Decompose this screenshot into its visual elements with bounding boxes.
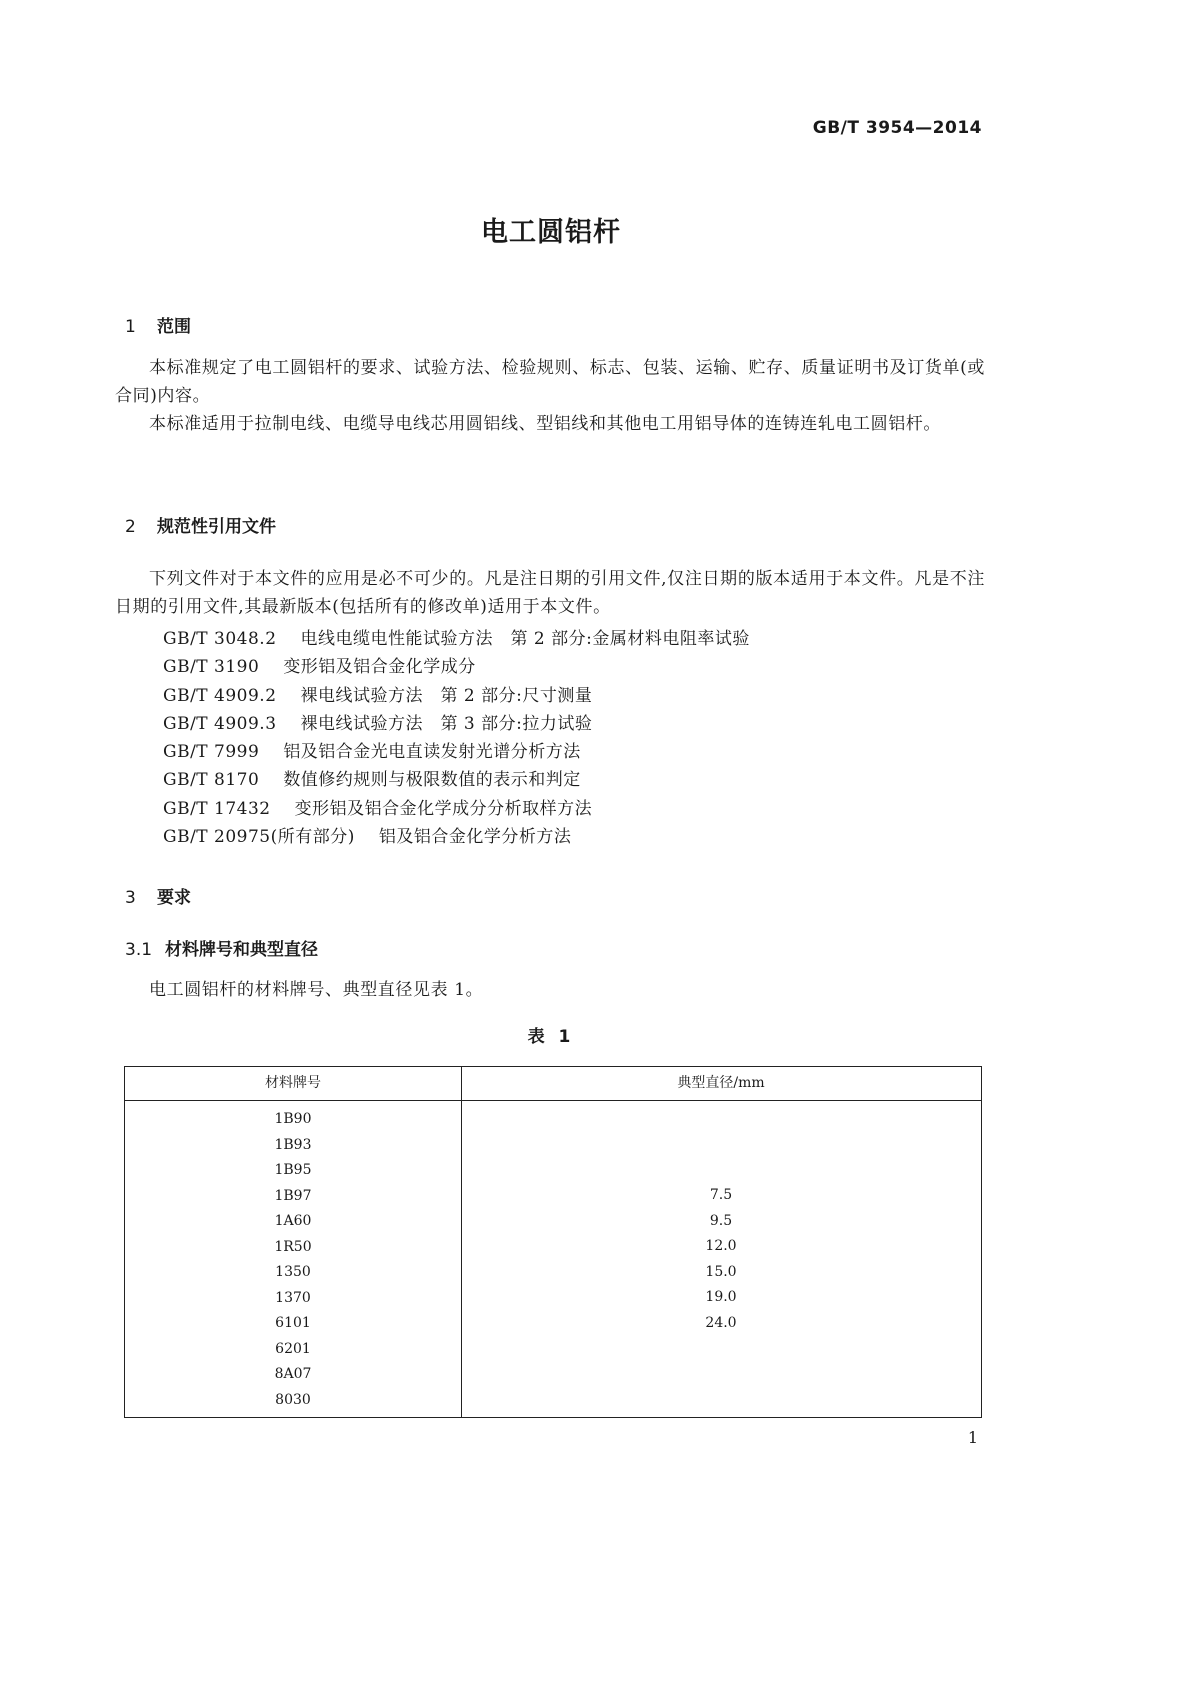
refs-intro-paragraph: 下列文件对于本文件的应用是必不可少的。凡是注日期的引用文件,仅注日期的版本适用于本文件。凡是不注日期的引用文件,其最新版本(包括所有的修改单)适用于本文件。 [115, 569, 985, 617]
reference-code: GB/T 17432 [163, 798, 271, 819]
table-cell-diameter: 9.5 [709, 1212, 733, 1229]
reference-code: GB/T 3190 [163, 657, 260, 678]
table-cell-grade: 1350 [275, 1264, 311, 1280]
document-title: 电工圆铝杆 [481, 217, 621, 248]
diameter-column [461, 1183, 981, 1336]
reference-item [163, 710, 750, 738]
reference-title: 电线电缆电性能试验方法 第 2 部分:金属材料电阻率试验 [300, 629, 750, 649]
reference-item [163, 682, 750, 710]
section-2-heading [125, 512, 276, 537]
table-cell-grade: 1B93 [274, 1136, 312, 1153]
reference-title: 铝及铝合金光电直读发射光谱分析方法 [283, 742, 581, 763]
table-cell-grade: 1A60 [274, 1213, 312, 1229]
scope-paragraph-2: 本标准适用于拉制电线、电缆导电线芯用圆铝线、型铝线和其他电工用铝导体的连铸连轧电工圆铝杆。 [149, 414, 941, 434]
reference-item [163, 625, 750, 653]
reference-item [163, 738, 750, 766]
section-3-heading [125, 883, 191, 908]
reference-code: GB/T 8170 [163, 770, 260, 791]
table-cell-grade: 1B90 [274, 1111, 312, 1127]
standard-code: GB/T 3954—2014 [812, 118, 982, 138]
reference-title: 数值修约规则与极限数值的表示和判定 [283, 770, 581, 791]
table-cell-grade: 1R50 [274, 1238, 312, 1255]
section-title: 范围 [157, 317, 191, 337]
table-cell-grade: 8A07 [274, 1366, 312, 1382]
table-cell-grade: 8030 [275, 1391, 311, 1408]
reference-code: GB/T 20975(所有部分) [163, 827, 355, 848]
section-title: 材料牌号和典型直径 [165, 940, 318, 960]
reference-item [163, 795, 750, 823]
section-title: 规范性引用文件 [157, 517, 276, 537]
reference-item [163, 653, 750, 681]
section-number: 3.1 [125, 940, 153, 960]
table-caption: 表 1 [527, 1027, 575, 1047]
section-number: 1 [125, 317, 136, 337]
table-header-grade: 材料牌号 [265, 1075, 321, 1091]
reference-title: 铝及铝合金化学分析方法 [378, 827, 572, 848]
reference-title: 裸电线试验方法 第 3 部分:拉力试验 [300, 713, 593, 734]
table-cell-grade: 1370 [275, 1289, 311, 1306]
scope-paragraph-1: 本标准规定了电工圆铝杆的要求、试验方法、检验规则、标志、包装、运输、贮存、质量证明书及订货单(或合同)内容。 [115, 358, 985, 406]
section-number: 3 [125, 888, 136, 908]
table-cell-diameter: 12.0 [705, 1238, 737, 1254]
table-cell-diameter: 15.0 [705, 1263, 737, 1280]
reference-item [163, 766, 750, 794]
page-number: 1 [967, 1428, 978, 1447]
section-1-heading [125, 312, 191, 337]
grade-column [125, 1107, 461, 1413]
material-table [124, 1066, 982, 1418]
table-header-row [125, 1067, 981, 1101]
table-cell-grade: 1B95 [274, 1162, 312, 1178]
section-3-1-heading [125, 935, 318, 960]
reference-title: 裸电线试验方法 第 2 部分:尺寸测量 [300, 685, 593, 706]
table-header-diameter: 典型直径/mm [677, 1075, 765, 1091]
reference-code: GB/T 4909.3 [163, 713, 277, 734]
reference-code: GB/T 7999 [163, 742, 260, 763]
table-cell-diameter: 7.5 [709, 1187, 733, 1203]
section-title: 要求 [157, 888, 191, 908]
table-cell-diameter: 24.0 [705, 1314, 737, 1331]
reference-item [163, 823, 750, 851]
reference-title: 变形铝及铝合金化学成分分析取样方法 [294, 798, 593, 819]
table-cell-diameter: 19.0 [705, 1289, 737, 1305]
table-cell-grade: 6101 [275, 1315, 311, 1331]
reference-code: GB/T 3048.2 [163, 629, 277, 649]
material-intro-paragraph: 电工圆铝杆的材料牌号、典型直径见表 1。 [149, 980, 484, 1000]
section-number: 2 [125, 517, 136, 537]
reference-code: GB/T 4909.2 [163, 685, 277, 706]
table-cell-grade: 6201 [275, 1340, 311, 1357]
table-cell-grade: 1B97 [274, 1187, 312, 1204]
normative-references-list [163, 625, 750, 851]
reference-title: 变形铝及铝合金化学成分 [283, 657, 476, 678]
